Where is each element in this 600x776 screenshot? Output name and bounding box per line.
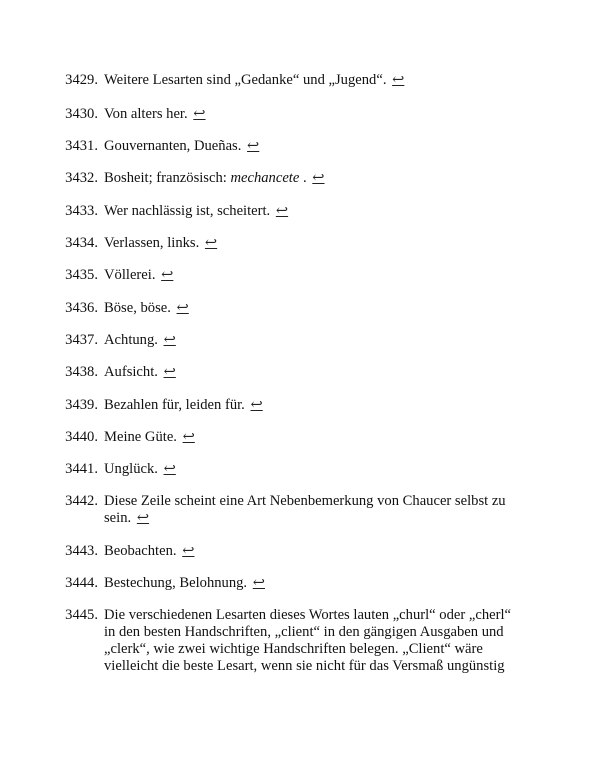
- backlink-return-icon[interactable]: ↩: [275, 203, 289, 219]
- footnote-number: 3443.: [65, 543, 98, 559]
- footnote-number: 3433.: [65, 203, 98, 219]
- footnote-number: 3432.: [65, 170, 98, 186]
- backlink-return-icon[interactable]: ↩: [252, 575, 265, 591]
- footnote-text: Wer nachlässig ist, scheitert. ↩: [104, 203, 289, 219]
- backlink-return-icon[interactable]: ↩: [193, 106, 206, 122]
- footnote-text: Die verschiedenen Lesarten dieses Wortes lauten „churl“ oder „cherl“ in den besten Handschriften, „client“ in den gängigen Ausgaben und „clerk“, wie zwei wichtige Handschriften belegen. „Client“ wäre vielleicht die beste Lesart, wenn sie nicht für das Versmaß ungünstig: [104, 607, 511, 674]
- footnote-text: Achtung. ↩: [104, 332, 176, 348]
- footnote-text: Bosheit; französisch: mechancete . ↩: [104, 170, 325, 186]
- backlink-return-icon[interactable]: ↩: [312, 170, 325, 186]
- footnote-text: Völlerei. ↩: [104, 267, 174, 283]
- backlink-return-icon[interactable]: ↩: [247, 138, 260, 154]
- footnote-number: 3445.: [65, 607, 98, 623]
- backlink-return-icon[interactable]: ↩: [250, 397, 263, 413]
- footnote-text: Von alters her. ↩: [104, 106, 206, 122]
- footnote-text: Meine Güte. ↩: [104, 429, 195, 445]
- footnote-number: 3429.: [65, 72, 98, 88]
- footnote-number: 3439.: [65, 397, 98, 413]
- footnote-text: Gouvernanten, Dueñas. ↩: [104, 138, 260, 154]
- footnote-number: 3438.: [65, 364, 98, 380]
- footnote-text: Böse, böse. ↩: [104, 300, 189, 316]
- backlink-return-icon[interactable]: ↩: [136, 510, 150, 526]
- footnote-text: Bezahlen für, leiden für. ↩: [104, 397, 263, 413]
- backlink-return-icon[interactable]: ↩: [392, 72, 405, 88]
- footnote-text: Aufsicht. ↩: [104, 364, 176, 380]
- footnote-number: 3442.: [65, 493, 98, 509]
- backlink-return-icon[interactable]: ↩: [163, 332, 176, 348]
- footnote-text: Unglück. ↩: [104, 461, 176, 477]
- footnote-number: 3437.: [65, 332, 98, 348]
- footnote-text: Diese Zeile scheint eine Art Nebenbemerkung von Chaucer selbst zu sein. ↩: [104, 493, 506, 526]
- backlink-return-icon[interactable]: ↩: [161, 267, 174, 283]
- footnote-number: 3434.: [65, 235, 98, 251]
- footnote-number: 3430.: [65, 106, 98, 122]
- footnote-number: 3440.: [65, 429, 98, 445]
- footnote-text: Weitere Lesarten sind „Gedanke“ und „Jugend“. ↩: [104, 72, 405, 88]
- backlink-return-icon[interactable]: ↩: [182, 543, 195, 559]
- footnote-number: 3436.: [65, 300, 98, 316]
- footnote-text: Beobachten. ↩: [104, 543, 195, 559]
- italic-term: mechancete: [230, 170, 300, 186]
- backlink-return-icon[interactable]: ↩: [163, 461, 176, 477]
- footnote-text: Verlassen, links. ↩: [104, 235, 218, 251]
- backlink-return-icon[interactable]: ↩: [163, 364, 176, 380]
- footnote-text: Bestechung, Belohnung. ↩: [104, 575, 265, 591]
- footnote-number: 3444.: [65, 575, 98, 591]
- footnote-number: 3435.: [65, 267, 98, 283]
- backlink-return-icon[interactable]: ↩: [182, 429, 195, 445]
- backlink-return-icon[interactable]: ↩: [204, 235, 218, 251]
- footnote-number: 3431.: [65, 138, 98, 154]
- footnote-number: 3441.: [65, 461, 98, 477]
- backlink-return-icon[interactable]: ↩: [176, 300, 189, 316]
